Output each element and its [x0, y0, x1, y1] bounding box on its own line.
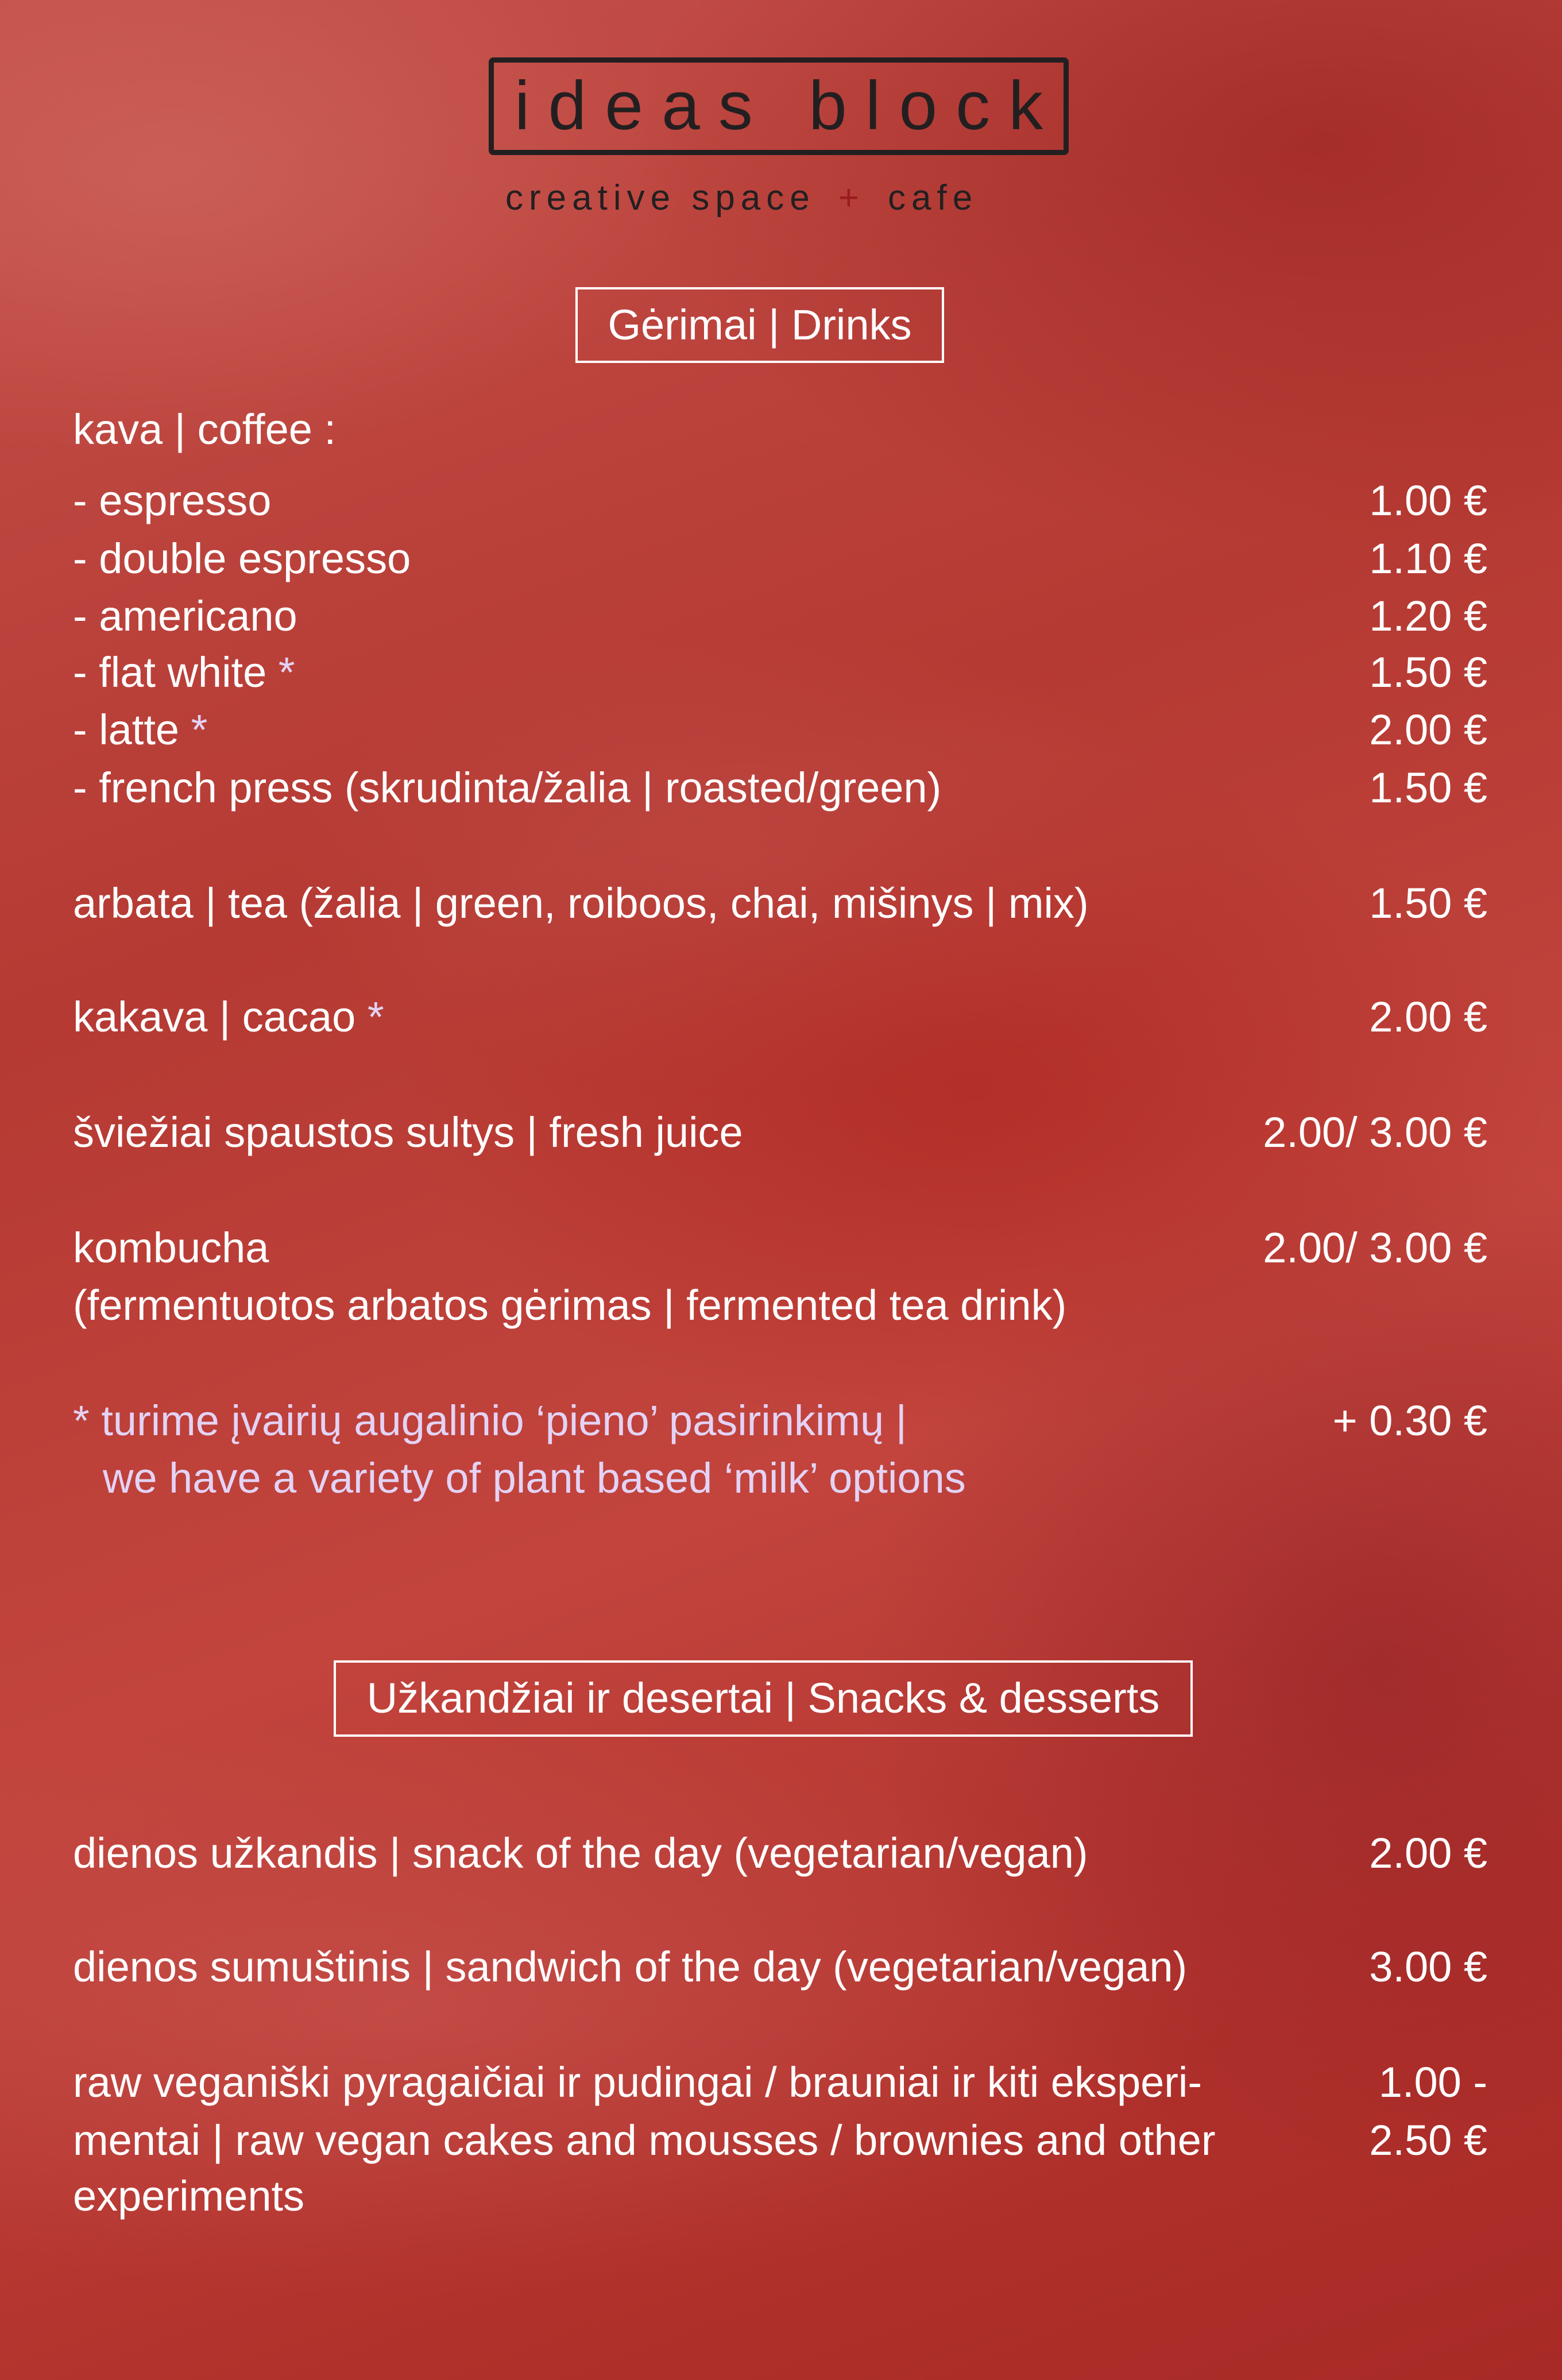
kombucha-description: [73, 1277, 1487, 1334]
item-name: arbata | tea (žalia | green, roiboos, chai, mišinys | mix): [73, 879, 1089, 927]
item-name-line-3: experiments: [73, 2172, 305, 2220]
item-name: - espresso: [73, 477, 272, 524]
menu-item: [73, 588, 1487, 645]
logo: [489, 57, 1069, 155]
menu-item: [73, 701, 1487, 759]
tagline-left: creative space: [505, 178, 815, 218]
menu-item: [73, 472, 1487, 530]
item-name: kombucha: [73, 1224, 269, 1272]
item-price: 1.50 €: [1369, 879, 1487, 927]
menu-item-tea: [73, 875, 1487, 932]
drinks-heading: Gėrimai | Drinks: [575, 287, 944, 363]
item-price: 2.00 €: [1369, 993, 1487, 1041]
menu-item: [73, 759, 1487, 817]
item-name-line-2: mentai | raw vegan cakes and mousses / brownies and other: [73, 2116, 1216, 2164]
item-price: 1.10 €: [1369, 535, 1487, 582]
menu-item-raw-2: [73, 2112, 1487, 2169]
coffee-label: [73, 401, 1487, 458]
item-name: - flat white: [73, 648, 267, 696]
plant-milk-note-2: [73, 1450, 1487, 1507]
asterisk: *: [367, 993, 384, 1041]
item-price: 1.50 €: [1369, 764, 1487, 812]
menu-item: [73, 1825, 1487, 1882]
item-price: 1.00 €: [1369, 477, 1487, 524]
item-name: - french press (skrudinta/žalia | roasted/green): [73, 764, 942, 812]
item-price: 2.00 €: [1369, 1829, 1487, 1877]
item-name: šviežiai spaustos sultys | fresh juice: [73, 1108, 743, 1156]
item-price: 1.20 €: [1369, 592, 1487, 640]
item-price: 2.00 €: [1369, 706, 1487, 754]
logo-text: ideas block: [514, 67, 1062, 144]
item-name: - double espresso: [73, 535, 411, 582]
menu-item: [73, 644, 1487, 701]
item-price: 1.50 €: [1369, 648, 1487, 696]
menu-item-juice: [73, 1104, 1487, 1161]
menu-item: [73, 530, 1487, 588]
snacks-heading: Užkandžiai ir desertai | Snacks & desserts: [334, 1660, 1193, 1737]
item-price: 2.00/ 3.00 €: [1263, 1108, 1487, 1156]
item-name: kakava | cacao: [73, 993, 356, 1041]
coffee-label-text: kava | coffee :: [73, 405, 337, 453]
tagline: [505, 172, 1068, 224]
menu-item-raw-3: [73, 2168, 1487, 2225]
item-price-to: 2.50 €: [1369, 2116, 1487, 2164]
item-name: - americano: [73, 592, 297, 640]
asterisk: *: [191, 706, 208, 754]
item-name: - latte: [73, 706, 180, 754]
item-name-line-1: raw veganiški pyragaičiai ir pudingai / brauniai ir kiti eksperi-: [73, 2058, 1202, 2106]
item-price: 3.00 €: [1369, 1943, 1487, 1991]
plant-milk-note: [73, 1392, 1487, 1450]
note-line-2: we have a variety of plant based ‘milk’ options: [103, 1454, 966, 1502]
note-line-1: * turime įvairių augalinio ‘pieno’ pasirinkimų |: [73, 1397, 907, 1444]
note-price: + 0.30 €: [1332, 1397, 1487, 1444]
menu-item-kombucha: [73, 1219, 1487, 1277]
item-description: (fermentuotos arbatos gėrimas | fermented tea drink): [73, 1281, 1067, 1329]
item-price: 2.00/ 3.00 €: [1263, 1224, 1487, 1272]
item-name: dienos užkandis | snack of the day (vegetarian/vegan): [73, 1829, 1088, 1877]
tagline-plus: +: [838, 178, 865, 218]
tagline-right: cafe: [887, 178, 979, 218]
asterisk: *: [278, 648, 295, 696]
menu-item: [73, 1938, 1487, 1996]
menu-item-cacao: [73, 988, 1487, 1046]
menu-item-raw: [73, 2054, 1487, 2111]
item-price-from: 1.00 -: [1378, 2058, 1487, 2106]
item-name: dienos sumuštinis | sandwich of the day (vegetarian/vegan): [73, 1943, 1188, 1991]
